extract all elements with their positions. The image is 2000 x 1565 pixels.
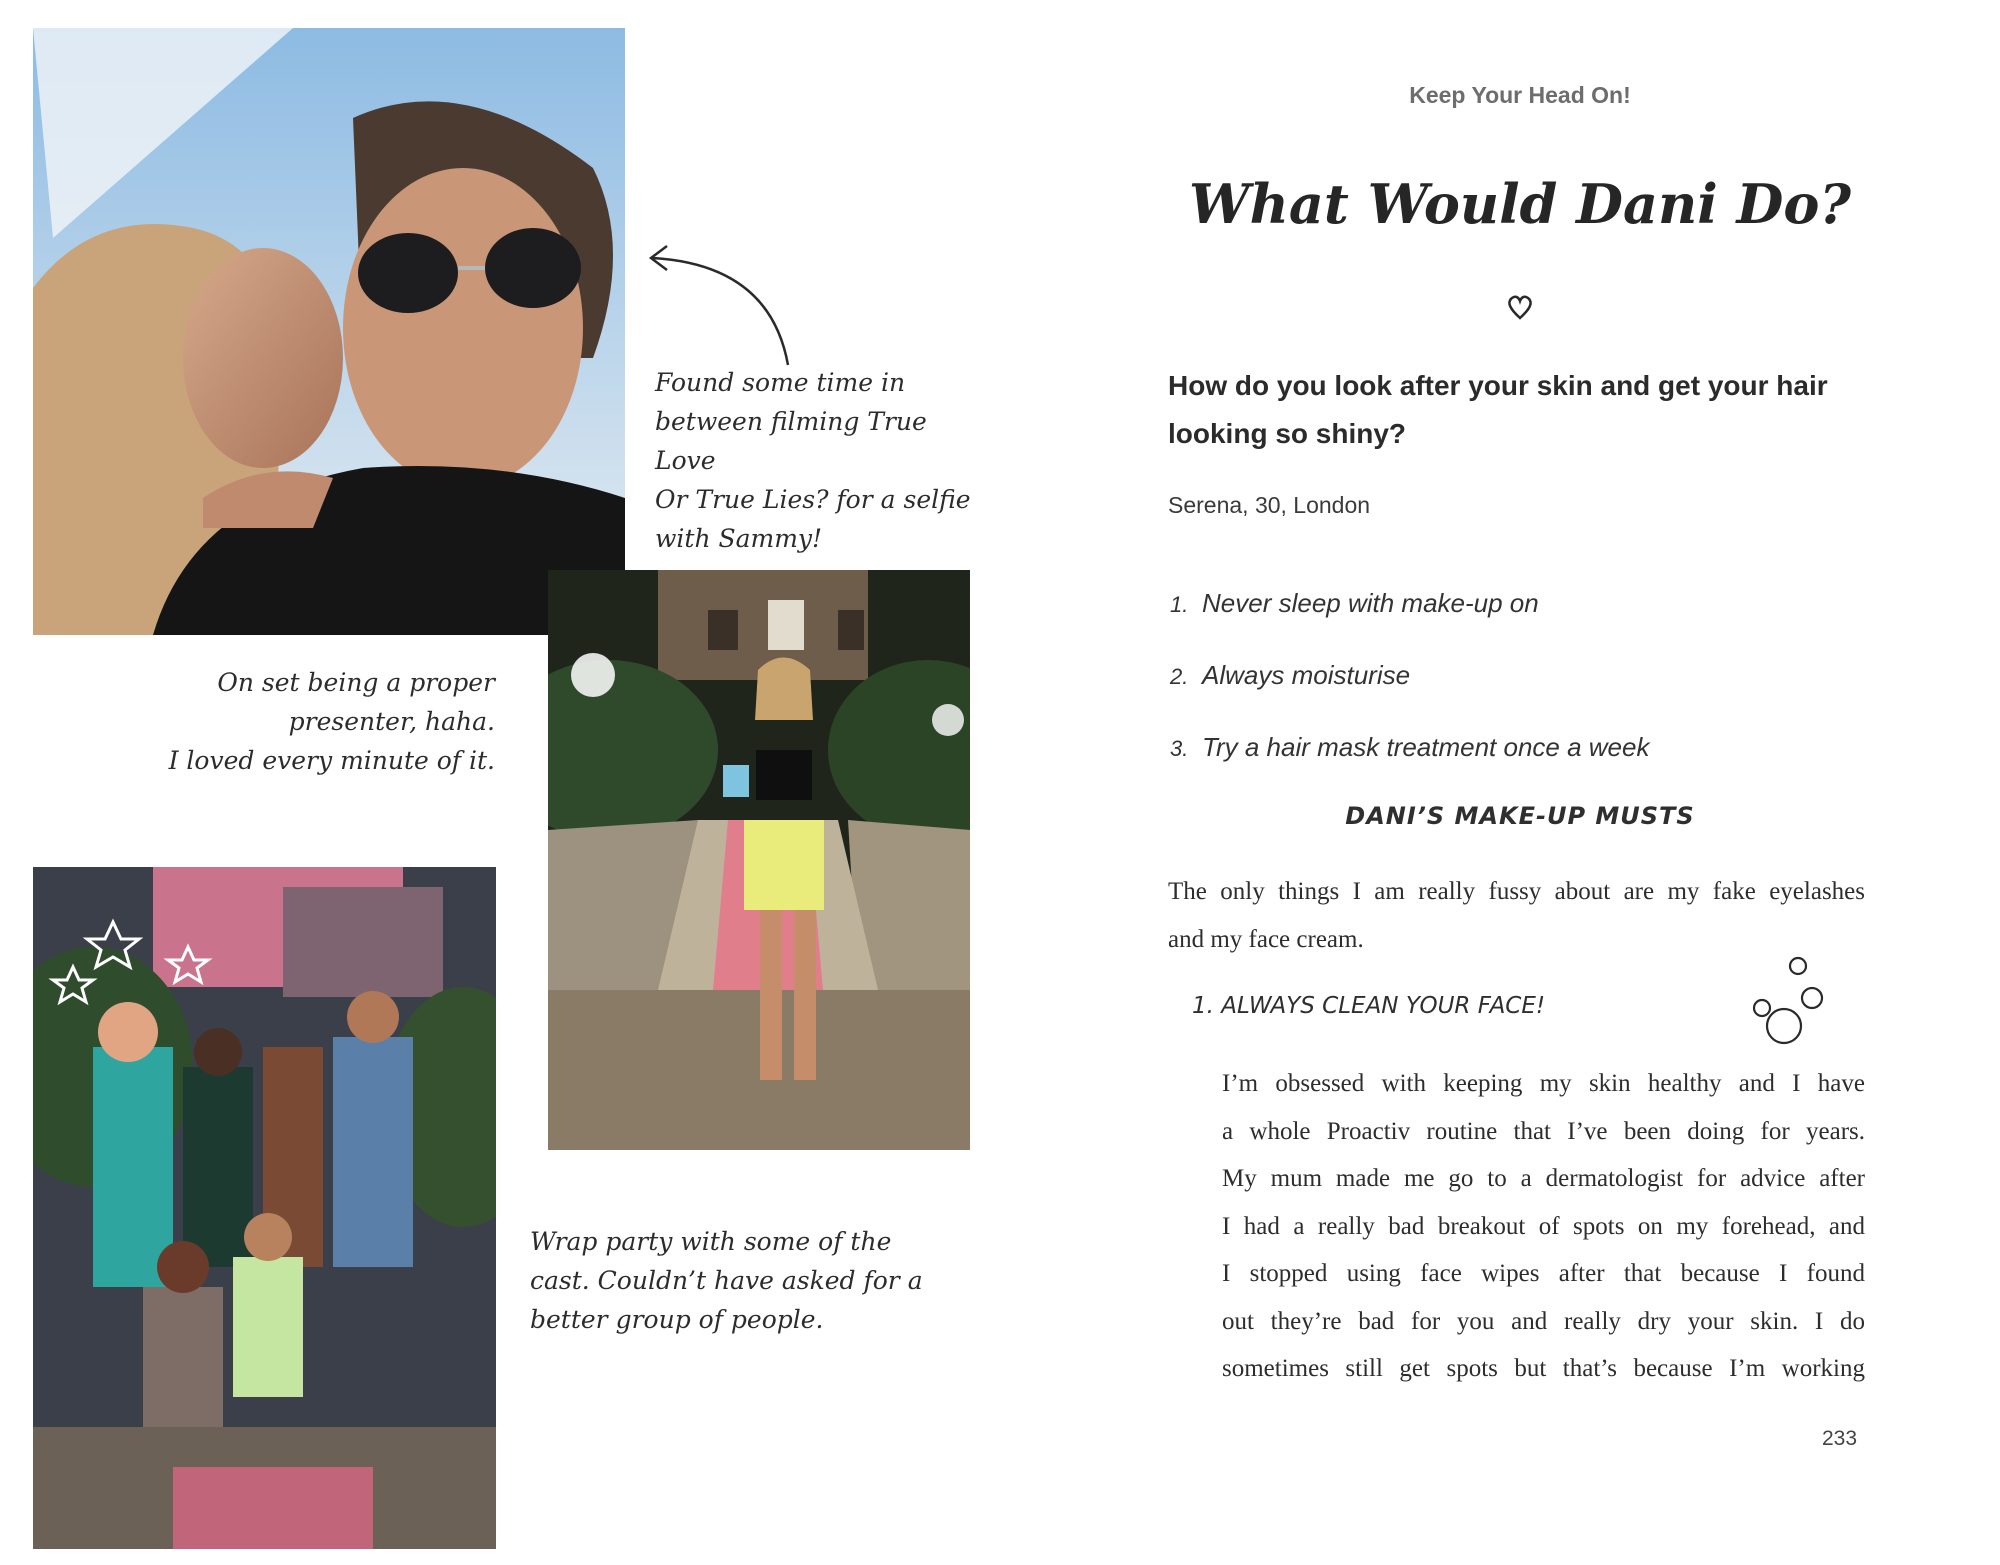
running-header: Keep Your Head On! [1409, 82, 1631, 108]
questioner: Serena, 30, London [1168, 492, 1371, 518]
page-number: 233 [1822, 1427, 1858, 1450]
body-paragraph [1222, 1060, 1865, 1393]
text-line: and my face cream. [1168, 925, 1364, 953]
text-line: I’m obsessed with keeping my skin healthy and I have [1222, 1070, 1865, 1097]
tip-text: Always moisturise [1202, 660, 1411, 690]
text-line: My mum made me go to a dermatologist for advice after [1222, 1165, 1865, 1192]
question-heading: How do you look after your skin and get your hair looking so shiny? [1168, 370, 1828, 449]
tip-text: Try a hair mask treatment once a week [1202, 732, 1650, 762]
list-item [1168, 729, 1649, 801]
chapter-title: What Would Dani Do? [1188, 172, 1852, 236]
photo-presenter [548, 570, 970, 1150]
section-heading: DANI’S MAKE-UP MUSTS [1345, 802, 1695, 830]
heart-icon [1505, 292, 1535, 322]
list-item [1168, 657, 1649, 729]
list-item [1168, 585, 1649, 657]
photo-selfie [33, 28, 625, 635]
caption-selfie: Found some time in between filming True Love Or True Lies? for a selfie with Sammy! [655, 368, 971, 553]
text-line: The only things I am really fussy about are my fake eyelashes [1168, 878, 1865, 905]
tip-number: 2. [1170, 664, 1189, 689]
caption-wrap-party: Wrap party with some of the cast. Couldn’t have asked for a better group of people. [530, 1227, 923, 1334]
tips-list [1168, 585, 1649, 801]
bubbles-icon [1750, 948, 1830, 1046]
curved-arrow-icon [645, 240, 795, 370]
text-line: I had a really bad breakout of spots on my forehead, and [1222, 1212, 1865, 1240]
photo-wrap-party [33, 867, 496, 1549]
tip-number: 1. [1170, 592, 1189, 617]
tip-text: Never sleep with make-up on [1202, 588, 1539, 618]
text-line: out they’re bad for you and really dry your skin. I do [1222, 1307, 1865, 1335]
text-line: sometimes still get spots but that’s because I’m working [1222, 1355, 1865, 1382]
tip-number: 3. [1170, 736, 1189, 761]
text-line: a whole Proactiv routine that I’ve been doing for years. [1222, 1117, 1865, 1145]
caption-presenter: On set being a proper presenter, haha. I loved every minute of it. [168, 668, 495, 775]
subheading: 1. ALWAYS CLEAN YOUR FACE! [1192, 993, 1546, 1019]
text-line: I stopped using face wipes after that because I found [1222, 1260, 1865, 1287]
